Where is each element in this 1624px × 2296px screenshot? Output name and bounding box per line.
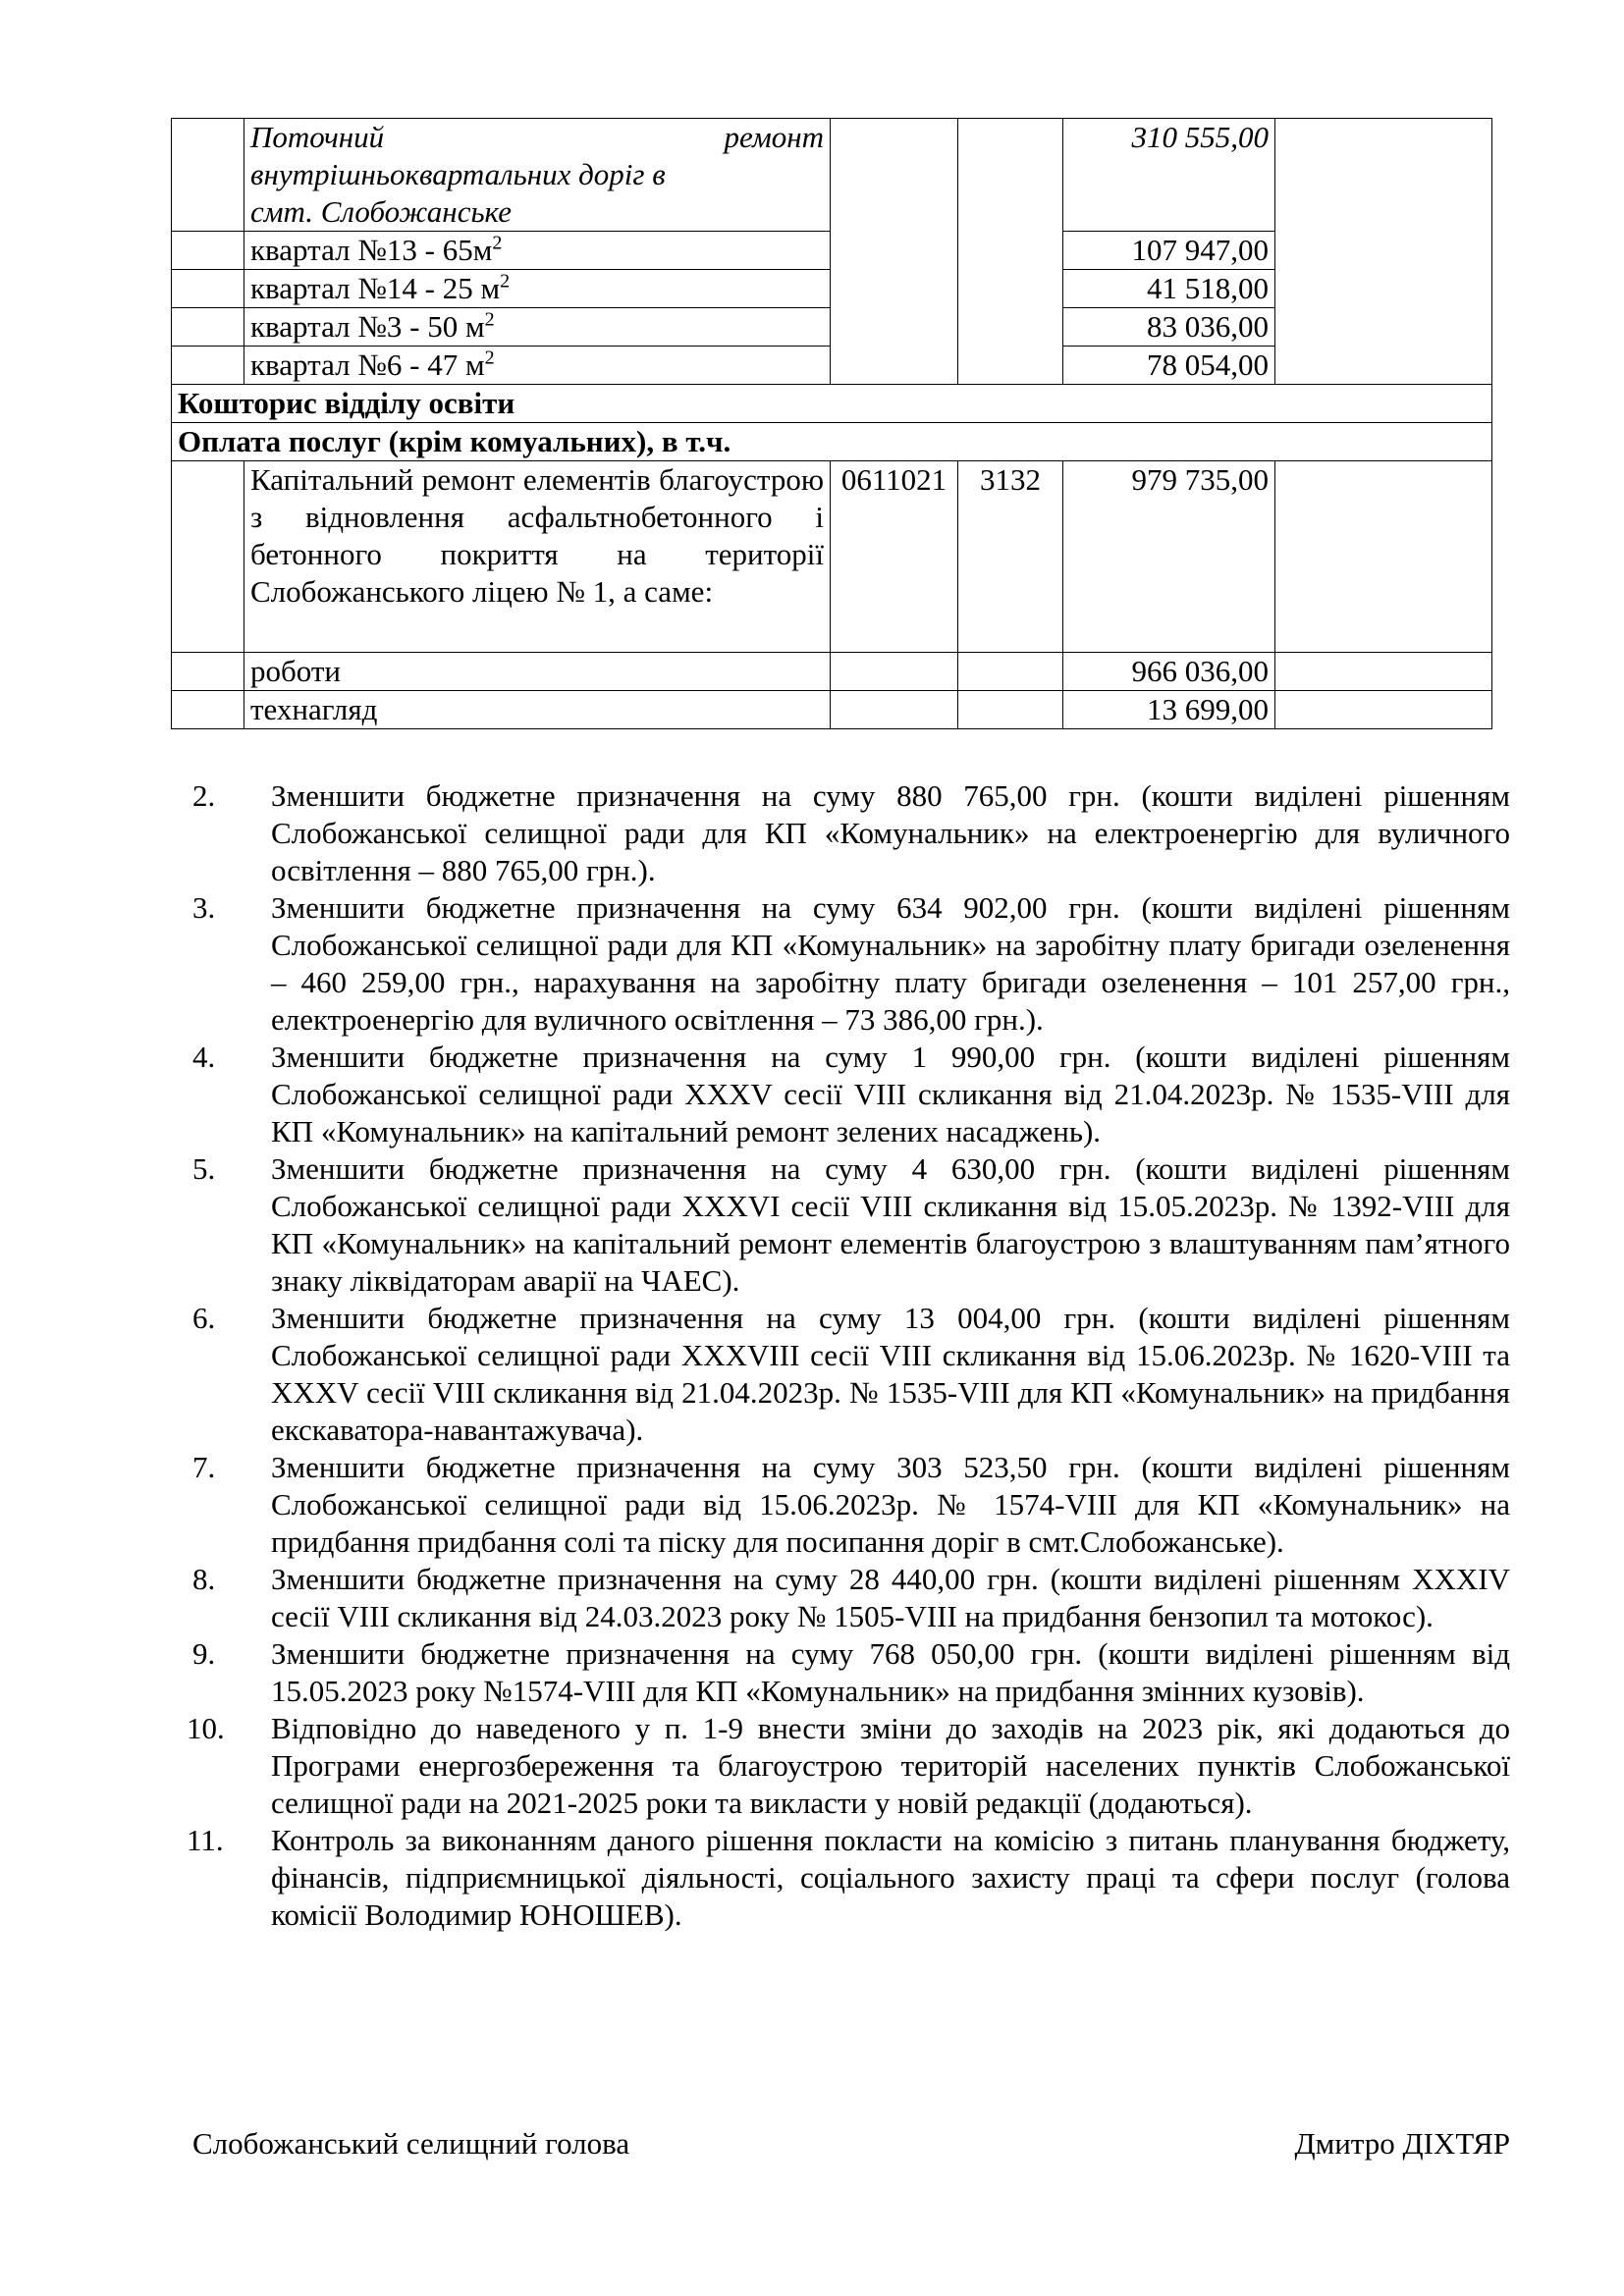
list-item bbox=[192, 1150, 1510, 1300]
table-cell bbox=[172, 270, 244, 308]
quarter-6-amount: 78 054,00 bbox=[1063, 347, 1275, 385]
list-item bbox=[192, 1300, 1510, 1449]
table-cell bbox=[958, 119, 1063, 385]
list-item bbox=[187, 1710, 1510, 1822]
quarter-3-amount: 83 036,00 bbox=[1063, 308, 1275, 347]
signature-name: Дмитро ДІХТЯР bbox=[1294, 2126, 1510, 2161]
item-text: Контроль за виконанням даного рішення покласти на комісію з питань планування бюджету, фінансів, підприємницької діяльності, соціального захисту праці та сфери послуг (голова комісії Володимир ЮНОШЕВ). bbox=[271, 1823, 1510, 1932]
item-number: 8. bbox=[192, 1562, 216, 1596]
table-cell bbox=[831, 653, 958, 691]
road-title-line3: смт. Слобожанське bbox=[250, 194, 513, 229]
table-row bbox=[172, 385, 1492, 423]
table-cell bbox=[1275, 461, 1492, 653]
quarter-3-label: квартал №3 - 50 $м^2$ bbox=[244, 308, 831, 347]
table-cell bbox=[958, 653, 1063, 691]
item-text: Зменшити бюджетне призначення на суму 768 050,00 грн. (кошти виділені рішенням від 15.05.2023 року №1574-VIII для КП «Комунальник» на придбання змінних кузовів). bbox=[271, 1636, 1510, 1708]
table-cell bbox=[1275, 119, 1492, 385]
road-title-line2: внутрішньоквартальних доріг в bbox=[250, 157, 666, 191]
list-item bbox=[192, 777, 1510, 889]
table-cell bbox=[172, 119, 244, 232]
item-number: 10. bbox=[187, 1711, 225, 1745]
quarter-13-amount: 107 947,00 bbox=[1063, 232, 1275, 270]
table-row bbox=[172, 423, 1492, 461]
table-row bbox=[172, 691, 1492, 729]
list-item bbox=[192, 1449, 1510, 1561]
list-item bbox=[192, 889, 1510, 1039]
item-text: Відповідно до наведеного у п. 1-9 внести зміни до заходів на 2023 рік, які додаються до Програми енергозбереження та благоустрою територій населених пунктів Слобожанської селищної ради на 2021-2025 роки та викласти у новій редакції (додаються). bbox=[271, 1711, 1510, 1820]
quarter-14-amount: 41 518,00 bbox=[1063, 270, 1275, 308]
item-text: Зменшити бюджетне призначення на суму 4 630,00 грн. (кошти виділені рішенням Слобожанської селищної ради XXXVI сесії VIII скликання від 15.05.2023р. № 1392-VIII для КП «Комунальник» на капітальний ремонт елементів благоустрою з влаштуванням пам’ятного знаку ліквідаторам аварії на ЧАЕС). bbox=[271, 1151, 1510, 1298]
item-text: Зменшити бюджетне призначення на суму 1 990,00 грн. (кошти виділені рішенням Слобожанської селищної ради XXXV сесії VIII скликання від 21.04.2023р. № 1535-VIII для КП «Комунальник» на капітальний ремонт зелених насаджень). bbox=[271, 1040, 1510, 1148]
item-number: 3. bbox=[192, 890, 216, 925]
lyceum-works-amount: 966 036,00 bbox=[1063, 653, 1275, 691]
road-title-line1-left: Поточний bbox=[250, 120, 385, 154]
item-number: 5. bbox=[192, 1151, 216, 1186]
education-estimate-header: Кошторис відділу освіти bbox=[172, 385, 1492, 423]
list-item bbox=[192, 1635, 1510, 1710]
lyceum-supervision-amount: 13 699,00 bbox=[1063, 691, 1275, 729]
item-number: 6. bbox=[192, 1301, 216, 1335]
table-cell bbox=[1275, 691, 1492, 729]
road-total-amount: 310 555,00 bbox=[1063, 119, 1275, 232]
table-cell bbox=[172, 691, 244, 729]
table-cell bbox=[831, 119, 958, 385]
lyceum-total-amount: 979 735,00 bbox=[1063, 461, 1275, 653]
budget-table bbox=[171, 118, 1492, 729]
decision-list bbox=[187, 777, 1510, 1934]
item-text: Зменшити бюджетне призначення на суму 880 765,00 грн. (кошти виділені рішенням Слобожанської селищної ради для КП «Комунальник» на електроенергію для вуличного освітлення – 880 765,00 грн.). bbox=[271, 778, 1510, 887]
road-repair-title bbox=[244, 119, 831, 232]
list-item bbox=[192, 1561, 1510, 1635]
quarter-6-label: квартал №6 - 47 $м^2$ bbox=[244, 347, 831, 385]
road-title-line1-right: ремонт bbox=[724, 120, 824, 154]
item-text: Зменшити бюджетне призначення на суму 634 902,00 грн. (кошти виділені рішенням Слобожанської селищної ради для КП «Комунальник» на заробітну плату бригади озеленення – 460 259,00 грн., нарахування на заробітну плату бригади озеленення – 101 257,00 грн., електроенергію для вуличного освітлення – 73 386,00 грн.). bbox=[271, 890, 1510, 1037]
table-row bbox=[172, 653, 1492, 691]
table-cell bbox=[1275, 653, 1492, 691]
table-cell bbox=[172, 461, 244, 653]
table-row bbox=[172, 119, 1492, 232]
table-cell bbox=[172, 232, 244, 270]
item-number: 2. bbox=[192, 778, 216, 813]
item-number: 9. bbox=[192, 1636, 216, 1671]
services-payment-header: Оплата послуг (крім комуальних), в т.ч. bbox=[172, 423, 1492, 461]
item-number: 4. bbox=[192, 1040, 216, 1074]
item-number: 11. bbox=[187, 1823, 224, 1857]
item-number: 7. bbox=[192, 1450, 216, 1484]
lyceum-repair-description: Капітальний ремонт елементів благоустрою з відновлення асфальтнобетонного і бетонного покриття на території Слобожанського ліцею № 1, а саме: bbox=[244, 461, 831, 653]
list-item bbox=[187, 1822, 1510, 1934]
lyceum-works-label: роботи bbox=[244, 653, 831, 691]
table-row bbox=[172, 461, 1492, 653]
table-cell bbox=[172, 653, 244, 691]
table-cell bbox=[172, 347, 244, 385]
quarter-13-label: квартал №13 - $65м^2$ bbox=[244, 232, 831, 270]
item-text: Зменшити бюджетне призначення на суму 28 440,00 грн. (кошти виділені рішенням XXXIV сесії VIII скликання від 24.03.2023 року № 1505-VIII на придбання бензопил та мотокос). bbox=[271, 1562, 1510, 1633]
lyceum-supervision-label: технагляд bbox=[244, 691, 831, 729]
table-cell bbox=[172, 308, 244, 347]
lyceum-code-kekv: 3132 bbox=[958, 461, 1063, 653]
item-text: Зменшити бюджетне призначення на суму 13 004,00 грн. (кошти виділені рішенням Слобожанської селищної ради XXXVIII сесії VIII скликання від 15.06.2023р. № 1620-VIII та XXXV сесії VIII скликання від 21.04.2023р. № 1535-VIII для КП «Комунальник» на придбання екскаватора-навантажувача). bbox=[271, 1301, 1510, 1447]
signature-position: Слобожанський селищний голова bbox=[192, 2126, 630, 2161]
table-cell bbox=[831, 691, 958, 729]
item-text: Зменшити бюджетне призначення на суму 303 523,50 грн. (кошти виділені рішенням Слобожанської селищної ради від 15.06.2023р. № 1574-VIII для КП «Комунальник» на придбання придбання солі та піску для посипання доріг в смт.Слобожанське). bbox=[271, 1450, 1510, 1559]
quarter-14-label: квартал №14 - 25 $м^2$ bbox=[244, 270, 831, 308]
list-item bbox=[192, 1039, 1510, 1150]
lyceum-code-program: 0611021 bbox=[831, 461, 958, 653]
table-cell bbox=[958, 691, 1063, 729]
